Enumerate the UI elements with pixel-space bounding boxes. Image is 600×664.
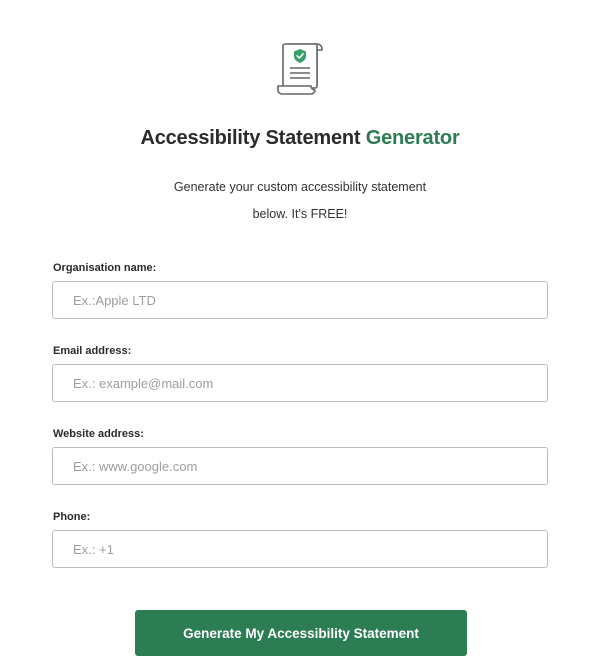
phone-label: Phone: [53, 511, 91, 523]
page-title-main: Accessibility Statement [140, 127, 361, 149]
generate-statement-button[interactable]: Generate My Accessibility Statement [135, 610, 467, 656]
email-address-input[interactable] [52, 364, 548, 402]
subtitle-line-2: below. It's FREE! [252, 207, 348, 221]
website-address-label: Website address: [53, 428, 144, 440]
email-address-label: Email address: [53, 345, 132, 357]
subtitle-line-1: Generate your custom accessibility statement [173, 180, 427, 194]
page-subtitle [0, 174, 600, 228]
document-scroll-shield-icon [273, 40, 329, 98]
website-address-input[interactable] [52, 447, 548, 485]
page-title-accent: Generator [365, 127, 460, 149]
organisation-name-label: Organisation name: [53, 262, 157, 274]
page-title [0, 127, 600, 150]
organisation-name-input[interactable] [52, 281, 548, 319]
phone-input[interactable] [52, 530, 548, 568]
